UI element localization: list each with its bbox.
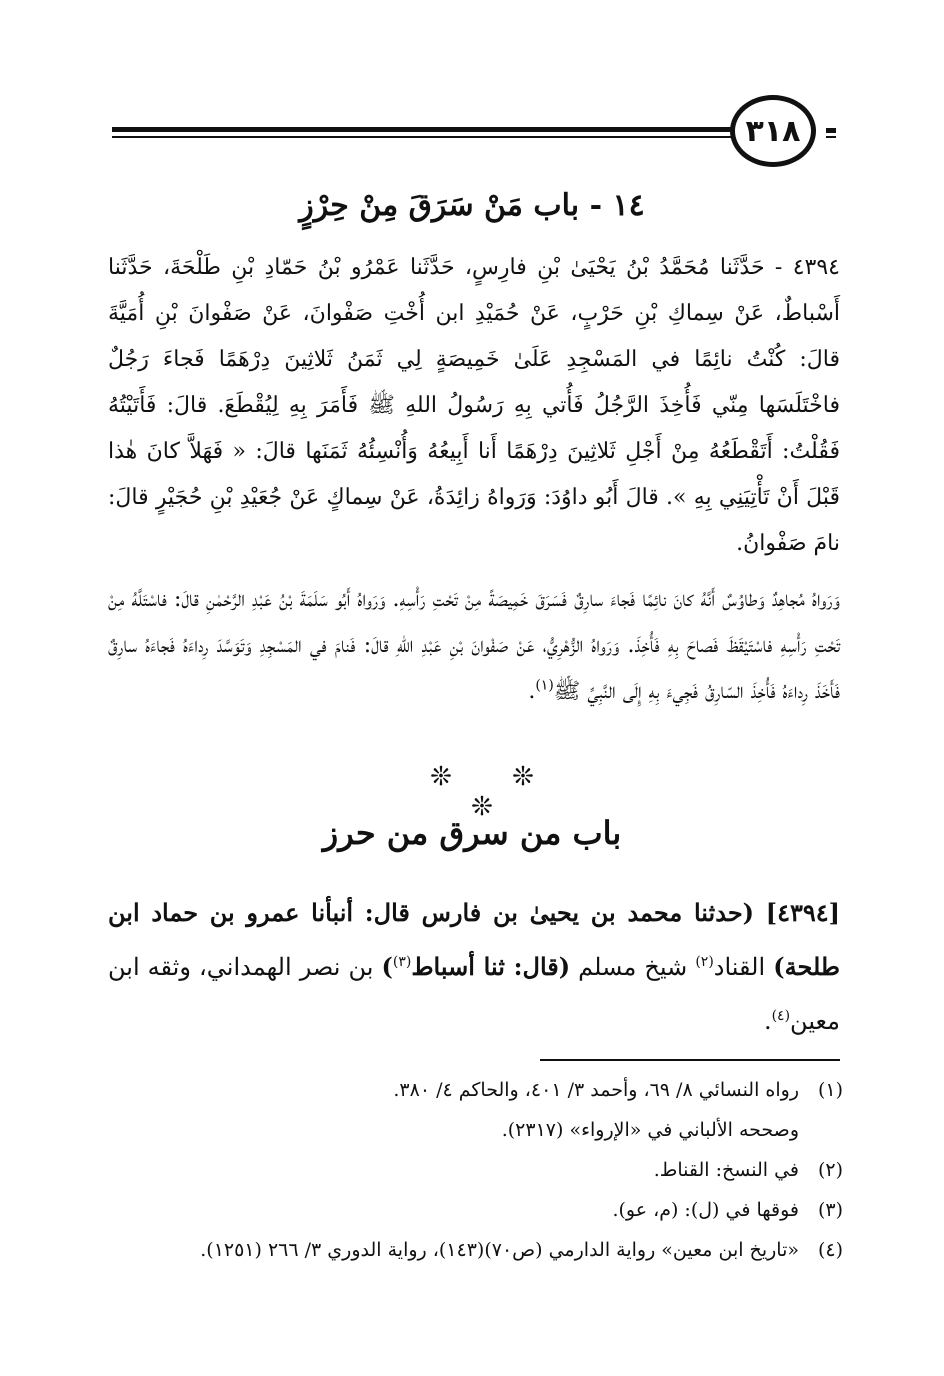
footnote-text: وصححه الألباني في «الإرواء» (٢٣١٧). <box>501 1119 799 1141</box>
footnote-number: (٣) <box>817 1199 843 1221</box>
footnote-text: فوقها في (ل): (م، عو). <box>612 1199 799 1221</box>
footnotes <box>108 1070 843 1270</box>
page-number: ٣١٨ <box>730 95 816 167</box>
footnote-text: رواه النسائي ٨/ ٦٩، وأحمد ٣/ ٤٠١، والحاكم ٤/ ٣٨٠. <box>393 1079 799 1101</box>
commentary-text <box>108 886 840 1048</box>
hadith-text: ٤٣٩٤ - حَدَّثَنا مُحَمَّدُ بْنُ يَحْيَىٰ بْنِ فارِسٍ، حَدَّثَنا عَمْرُو بْنُ حَمّادِ بْنِ طَلْحَةَ، حَدَّثَنا أَسْباطٌ، عَنْ سِماكِ بْنِ حَرْبٍ، عَنْ حُمَيْدِ ابن أُخْتِ صَفْوانَ، عَنْ صَفْوانَ بْنِ أُمَيَّةَ قالَ: كُنْتُ نائِمًا في المَسْجِدِ عَلَىٰ خَمِيصَةٍ لِي ثَمَنُ ثَلاثِينَ دِرْهَمًا فَجاءَ رَجُلٌ فاخْتَلَسَها مِنّي فَأُخِذَ الرَّجُلُ فَأُتي بِهِ رَسُولُ اللهِ ﷺ فَأَمَرَ بِهِ لِيُقْطَعَ. قالَ: فَأَتَيْتُهُ فَقُلْتُ: أَتَقْطَعُهُ مِنْ أَجْلِ ثَلاثِينَ دِرْهَمًا أَنا أَبِيعُهُ وَأُنْسِئُهُ ثَمَنَها قالَ: « فَهَلاَّ كانَ هٰذا قَبْلَ أَنْ تَأْتِيَنِي بِهِ ». قالَ أَبُو داوُدَ: وَرَواهُ زائِدَةُ، عَنْ سِماكٍ عَنْ جُعَيْدِ بْنِ حُجَيْرٍ قالَ: نامَ صَفْوانُ. <box>108 255 841 556</box>
footnote-number: (٢) <box>817 1159 843 1181</box>
footnote-ref: (٤) <box>771 1008 791 1024</box>
chapter-title: ١٤ - باب مَنْ سَرَقَ مِنْ حِرْزٍ <box>299 188 645 223</box>
footnote-item <box>108 1110 843 1150</box>
header-rule <box>112 127 732 132</box>
header-rule-right-thin <box>826 136 836 138</box>
footnote-number <box>799 1110 843 1150</box>
footnote-item <box>108 1070 843 1110</box>
narrations-text <box>108 577 840 715</box>
footnote-rule <box>540 1059 840 1061</box>
commentary-part: بن نصر الهمداني، وثقه ابن معين <box>108 953 840 1035</box>
footnote-ref: (٢) <box>695 954 714 970</box>
commentary-part: القناد <box>713 953 774 981</box>
header-rule-right <box>826 128 836 133</box>
commentary-part: . <box>763 1007 772 1035</box>
footnote-ref: (٣) <box>392 954 412 970</box>
header-rule-thin <box>112 136 732 138</box>
footnote-number: (١) <box>817 1079 843 1101</box>
commentary-quote: (قال: ثنا أسباط <box>411 952 571 981</box>
commentary-quote: [٤٣٩٤] (حدثنا محمد بن يحيىٰ بن فارس قال: أنبأنا عمرو بن حماد ابن طلحة) <box>108 898 840 981</box>
commentary-quote: ) <box>381 952 393 981</box>
commentary-part: شيخ مسلم <box>570 953 696 981</box>
footnote-number: (٤) <box>817 1239 843 1261</box>
separator-stars: ❊ ❊ ❊ <box>430 762 560 822</box>
footnote-text: «تاريخ ابن معين» رواية الدارمي (ص٧٠)(١٤٣)، رواية الدوري ٣/ ٢٦٦ (١٢٥١). <box>200 1239 799 1261</box>
footnote-ref: (١) <box>535 677 554 694</box>
footnote-item <box>108 1190 843 1230</box>
commentary-title: باب من سرق من حرز <box>322 814 622 852</box>
footnote-item <box>108 1230 843 1270</box>
narrations-body: وَرَواهُ مُجاهِدٌ وَطاوُسٌ أَنَّهُ كانَ نائِمًا فَجاءَ سارِقٌ فَسَرَقَ خَمِيصَةً مِنْ تَحْتِ رَأْسِهِ. وَرَواهُ أَبُو سَلَمَةَ بْنُ عَبْدِ الرَّحْمٰنِ قالَ: فاسْتَلَّهُ مِنْ تَحْتِ رَأْسِهِ فاسْتَيْقَظَ فَصاحَ بِهِ فَأُخِذَ. وَرَواهُ الزُّهْرِيُّ، عَنْ صَفْوانَ بْنِ عَبْدِ اللهِ قالَ: فَنامَ في المَسْجِدِ وَتَوَسَّدَ رِداءَهُ فَجاءَهُ سارِقٌ فَأَخَذَ رِداءَهُ فَأُخِذَ السّارِقُ فَجِيءَ بِهِ إِلَى النَّبِيِّ ﷺ <box>108 587 840 704</box>
narrations-end: . <box>528 679 536 704</box>
footnote-item <box>108 1150 843 1190</box>
footnote-text: في النسخ: القناط. <box>653 1159 799 1181</box>
